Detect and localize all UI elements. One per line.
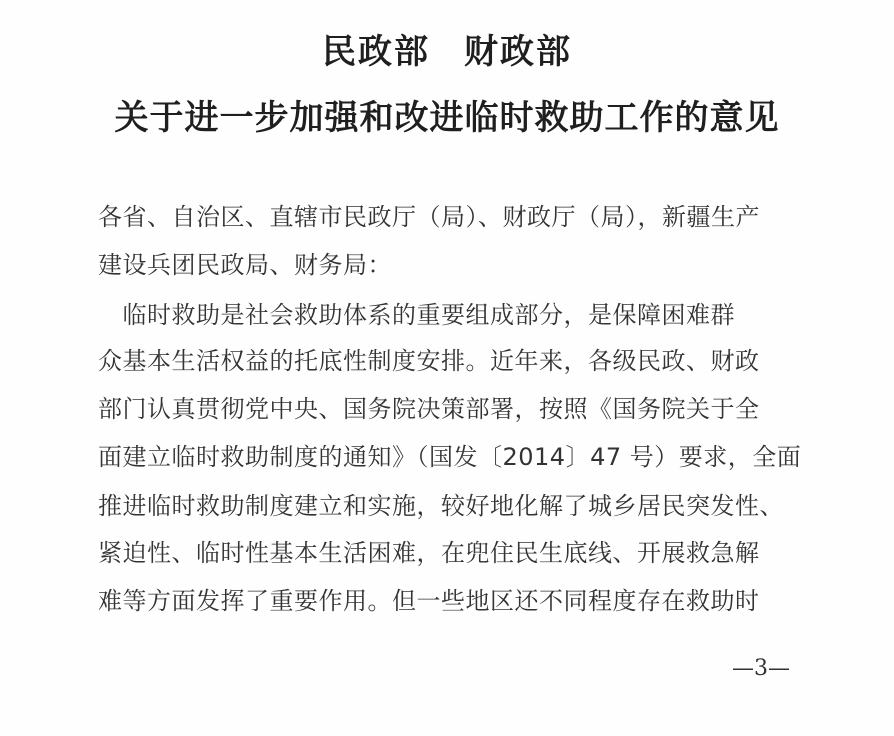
body-line-5: 部门认真贯彻党中央、国务院决策部署，按照《国务院关于全 xyxy=(98,395,760,423)
body-line-6: 面建立临时救助制度的通知》（国发〔2014〕47 号）要求，全面 xyxy=(98,443,802,471)
body-line-4: 众基本生活权益的托底性制度安排。近年来，各级民政、财政 xyxy=(98,347,760,375)
document-subtitle: 关于进一步加强和改进临时救助工作的意见 xyxy=(114,98,780,138)
body-line-7: 推进临时救助制度建立和实施，较好地化解了城乡居民突发性、 xyxy=(98,492,784,520)
body-line-9: 难等方面发挥了重要作用。但一些地区还不同程度存在救助时 xyxy=(98,587,760,615)
body-line-2: 建设兵团民政局、财务局： xyxy=(98,251,392,279)
document-title xyxy=(0,24,894,73)
page-number: —3— xyxy=(732,656,790,681)
body-line-8: 紧迫性、临时性基本生活困难，在兜住民生底线、开展救急解 xyxy=(98,539,760,567)
title-issuer-1: 民政部 xyxy=(322,32,430,72)
body-line-1: 各省、自治区、直辖市民政厅（局）、财政厅（局），新疆生产 xyxy=(98,203,760,231)
body-line-3: 临时救助是社会救助体系的重要组成部分，是保障困难群 xyxy=(98,301,735,329)
title-issuer-2: 财政部 xyxy=(464,32,572,72)
